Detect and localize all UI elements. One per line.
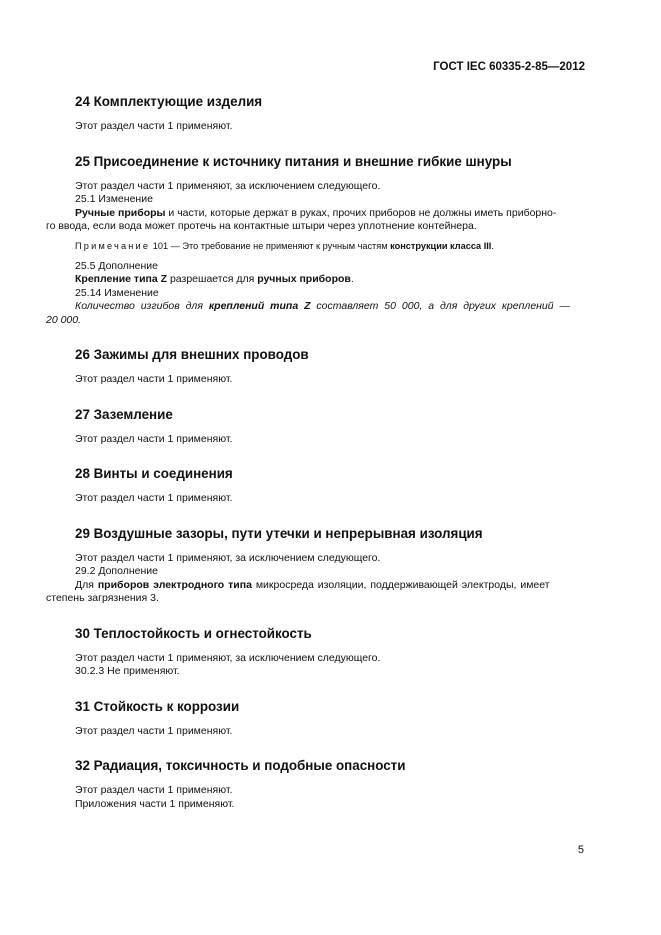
section-title: 25 Присоединение к источнику питания и внешние гибкие шнуры xyxy=(75,153,512,169)
term-bold: приборов электродного типа xyxy=(97,578,252,591)
section-30 xyxy=(75,625,584,679)
text-span: микросреда изоляции, поддерживающей электроды, имеет xyxy=(251,578,550,591)
section-text: Этот раздел части 1 применяют, за исключением следующего. xyxy=(75,651,381,664)
section-text: Этот раздел части 1 применяют. xyxy=(75,492,233,504)
section-title: 24 Комплектующие изделия xyxy=(75,94,263,109)
section-text: Приложения части 1 применяют. xyxy=(75,797,235,810)
section-text: Этот раздел части 1 применяют. xyxy=(75,784,233,796)
text-span: Для xyxy=(75,578,98,591)
section-27 xyxy=(75,406,584,447)
paragraph-continuation: степень загрязнения 3. xyxy=(46,592,159,604)
paragraph xyxy=(75,579,584,593)
note-label: Примечание xyxy=(75,240,151,251)
paragraph xyxy=(75,273,584,287)
section-title: 29 Воздушные зазоры, пути утечки и непрерывная изоляция xyxy=(75,525,483,541)
page-number: 5 xyxy=(577,844,584,856)
term-bold: ручных приборов xyxy=(257,273,351,285)
section-text: Этот раздел части 1 применяют, за исключением следующего. xyxy=(75,179,381,192)
section-title: 30 Теплостойкость и огнестойкость xyxy=(75,625,312,641)
text-span: и части, которые держат в руках, прочих приборов не должны иметь приборно- xyxy=(165,206,557,219)
section-text: Этот раздел части 1 применяют. xyxy=(75,432,233,445)
section-text: Этот раздел части 1 применяют, за исключением следующего. xyxy=(75,551,381,564)
section-title: 27 Заземление xyxy=(75,406,173,422)
subsection-heading: 25.5 Дополнение xyxy=(75,259,158,272)
page-content xyxy=(46,93,584,830)
section-title: 28 Винты и соединения xyxy=(75,466,233,481)
section-title: 26 Зажимы для внешних проводов xyxy=(75,347,309,362)
section-text: Этот раздел части 1 применяют. xyxy=(75,373,233,385)
section-25 xyxy=(46,153,584,328)
term-bold: Крепление типа Z xyxy=(75,273,168,285)
term-bold: Ручные приборы xyxy=(75,206,166,219)
paragraph xyxy=(75,300,584,314)
subsection-heading: 30.2.3 Не применяют. xyxy=(75,665,180,677)
text-span: . xyxy=(350,273,354,285)
paragraph-continuation: го ввода, если вода может протечь на контактные штыри через уплотнение контейнера. xyxy=(46,220,477,232)
section-text: Этот раздел части 1 применяют. xyxy=(75,724,233,737)
note-text: 101 — Это требование не применяют к ручным частям xyxy=(150,240,391,251)
subsection-heading: 25.14 Изменение xyxy=(75,286,159,299)
subsection-heading: 29.2 Дополнение xyxy=(75,565,158,577)
section-29 xyxy=(46,525,584,606)
section-text: Этот раздел части 1 применяют. xyxy=(75,120,233,132)
section-24 xyxy=(75,93,584,134)
paragraph xyxy=(75,207,584,221)
section-31 xyxy=(75,698,584,739)
section-32 xyxy=(75,757,584,811)
note-end: . xyxy=(491,240,494,251)
text-span: разрешается для xyxy=(167,273,258,285)
section-title: 31 Стойкость к коррозии xyxy=(75,698,240,714)
paragraph-continuation: 20 000. xyxy=(46,313,82,326)
section-title: 32 Радиация, токсичность и подобные опасности xyxy=(75,758,406,773)
document-id: ГОСТ IEC 60335-2-85—2012 xyxy=(433,61,585,73)
section-28 xyxy=(75,465,584,506)
note xyxy=(75,240,584,252)
section-26 xyxy=(75,346,584,387)
term-bold: креплений типа Z xyxy=(208,300,311,312)
text-span: Количество изгибов для xyxy=(75,300,209,312)
subsection-heading: 25.1 Изменение xyxy=(75,193,153,205)
text-span: составляет 50 000, а для других креплений — xyxy=(310,300,571,312)
note-term: конструкции класса III xyxy=(390,240,492,251)
